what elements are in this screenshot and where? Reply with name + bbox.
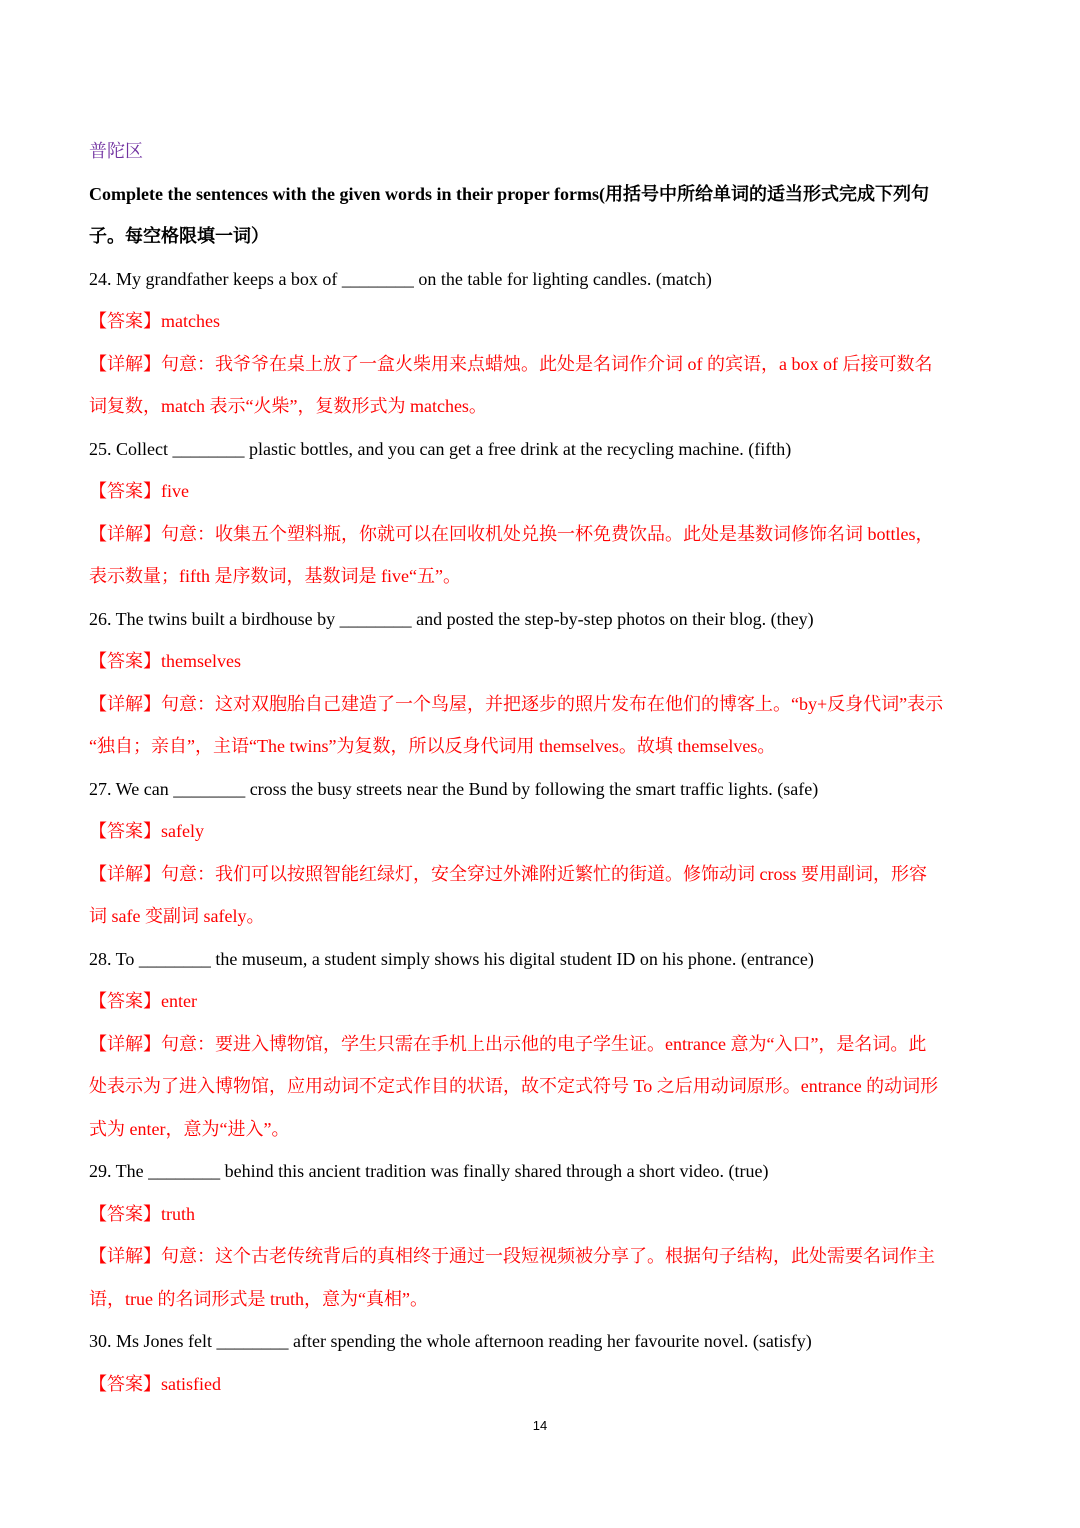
- instruction-line-2: 子。每空格限填一词）: [89, 226, 269, 246]
- explanation-line: 表示数量；fifth 是序数词，基数词是 five“五”。: [89, 566, 461, 586]
- answer-text: 【答案】matches: [89, 311, 220, 331]
- explanation-line: 【详解】句意：收集五个塑料瓶，你就可以在回收机处兑换一杯免费饮品。此处是基数词修饰名词 bottles，: [89, 523, 934, 544]
- explanation-line: 【详解】句意：我们可以按照智能红绿灯，安全穿过外滩附近繁忙的街道。修饰动词 cross 要用副词，形容: [89, 863, 927, 884]
- answer-text: 【答案】satisfied: [89, 1373, 221, 1394]
- explanation-line: 处表示为了进入博物馆，应用动词不定式作目的状语，故不定式符号 To 之后用动词原形。entrance 的动词形: [89, 1076, 939, 1096]
- question-text: 28. To ________ the museum, a student simply shows his digital student ID on his phone. (entrance): [89, 948, 814, 969]
- question-text: 29. The ________ behind this ancient tradition was finally shared through a short video. (true): [89, 1161, 769, 1181]
- explanation-line: 【详解】句意：我爷爷在桌上放了一盒火柴用来点蜡烛。此处是名词作介词 of 的宾语，a box of 后接可数名: [89, 353, 933, 374]
- question-text: 26. The twins built a birdhouse by ________ and posted the step-by-step photos on their blog. (they): [89, 608, 814, 629]
- page-number: 14: [532, 1418, 548, 1433]
- explanation-line: 词 safe 变副词 safely。: [89, 906, 265, 926]
- answer-text: 【答案】truth: [89, 1203, 195, 1224]
- document-content: [89, 130, 985, 1405]
- question-text: 30. Ms Jones felt ________ after spending the whole afternoon reading her favourite novel. (satisfy): [89, 1331, 812, 1351]
- answer-text: 【答案】themselves: [89, 651, 241, 671]
- district-heading: 普陀区: [89, 141, 143, 161]
- answer-text: 【答案】enter: [89, 991, 197, 1011]
- question-text: 24. My grandfather keeps a box of ________ on the table for lighting candles. (match): [89, 268, 712, 289]
- explanation-line: 【详解】句意：这对双胞胎自己建造了一个鸟屋，并把逐步的照片发布在他们的博客上。“by+反身代词”表示: [89, 693, 944, 714]
- question-text: 25. Collect ________ plastic bottles, and you can get a free drink at the recycling machine. (fifth): [89, 438, 792, 459]
- instruction-line-1: Complete the sentences with the given words in their proper forms(用括号中所给单词的适当形式完成下列句: [89, 183, 929, 204]
- question-text: 27. We can ________ cross the busy streets near the Bund by following the smart traffic lights. (safe): [89, 778, 819, 799]
- explanation-line: 语，true 的名词形式是 truth，意为“真相”。: [89, 1288, 428, 1309]
- explanation-line: 【详解】句意：要进入博物馆，学生只需在手机上出示他的电子学生证。entrance 意为“入口”，是名词。此: [89, 1033, 927, 1054]
- explanation-line: 式为 enter，意为“进入”。: [89, 1118, 290, 1139]
- answer-text: 【答案】safely: [89, 821, 204, 841]
- explanation-line: “独自；亲自”，主语“The twins”为复数，所以反身代词用 themselves。故填 themselves。: [89, 736, 776, 756]
- explanation-line: 【详解】句意：这个古老传统背后的真相终于通过一段短视频被分享了。根据句子结构，此处需要名词作主: [89, 1246, 935, 1266]
- explanation-line: 词复数，match 表示“火柴”，复数形式为 matches。: [89, 396, 487, 416]
- answer-text: 【答案】five: [89, 481, 189, 501]
